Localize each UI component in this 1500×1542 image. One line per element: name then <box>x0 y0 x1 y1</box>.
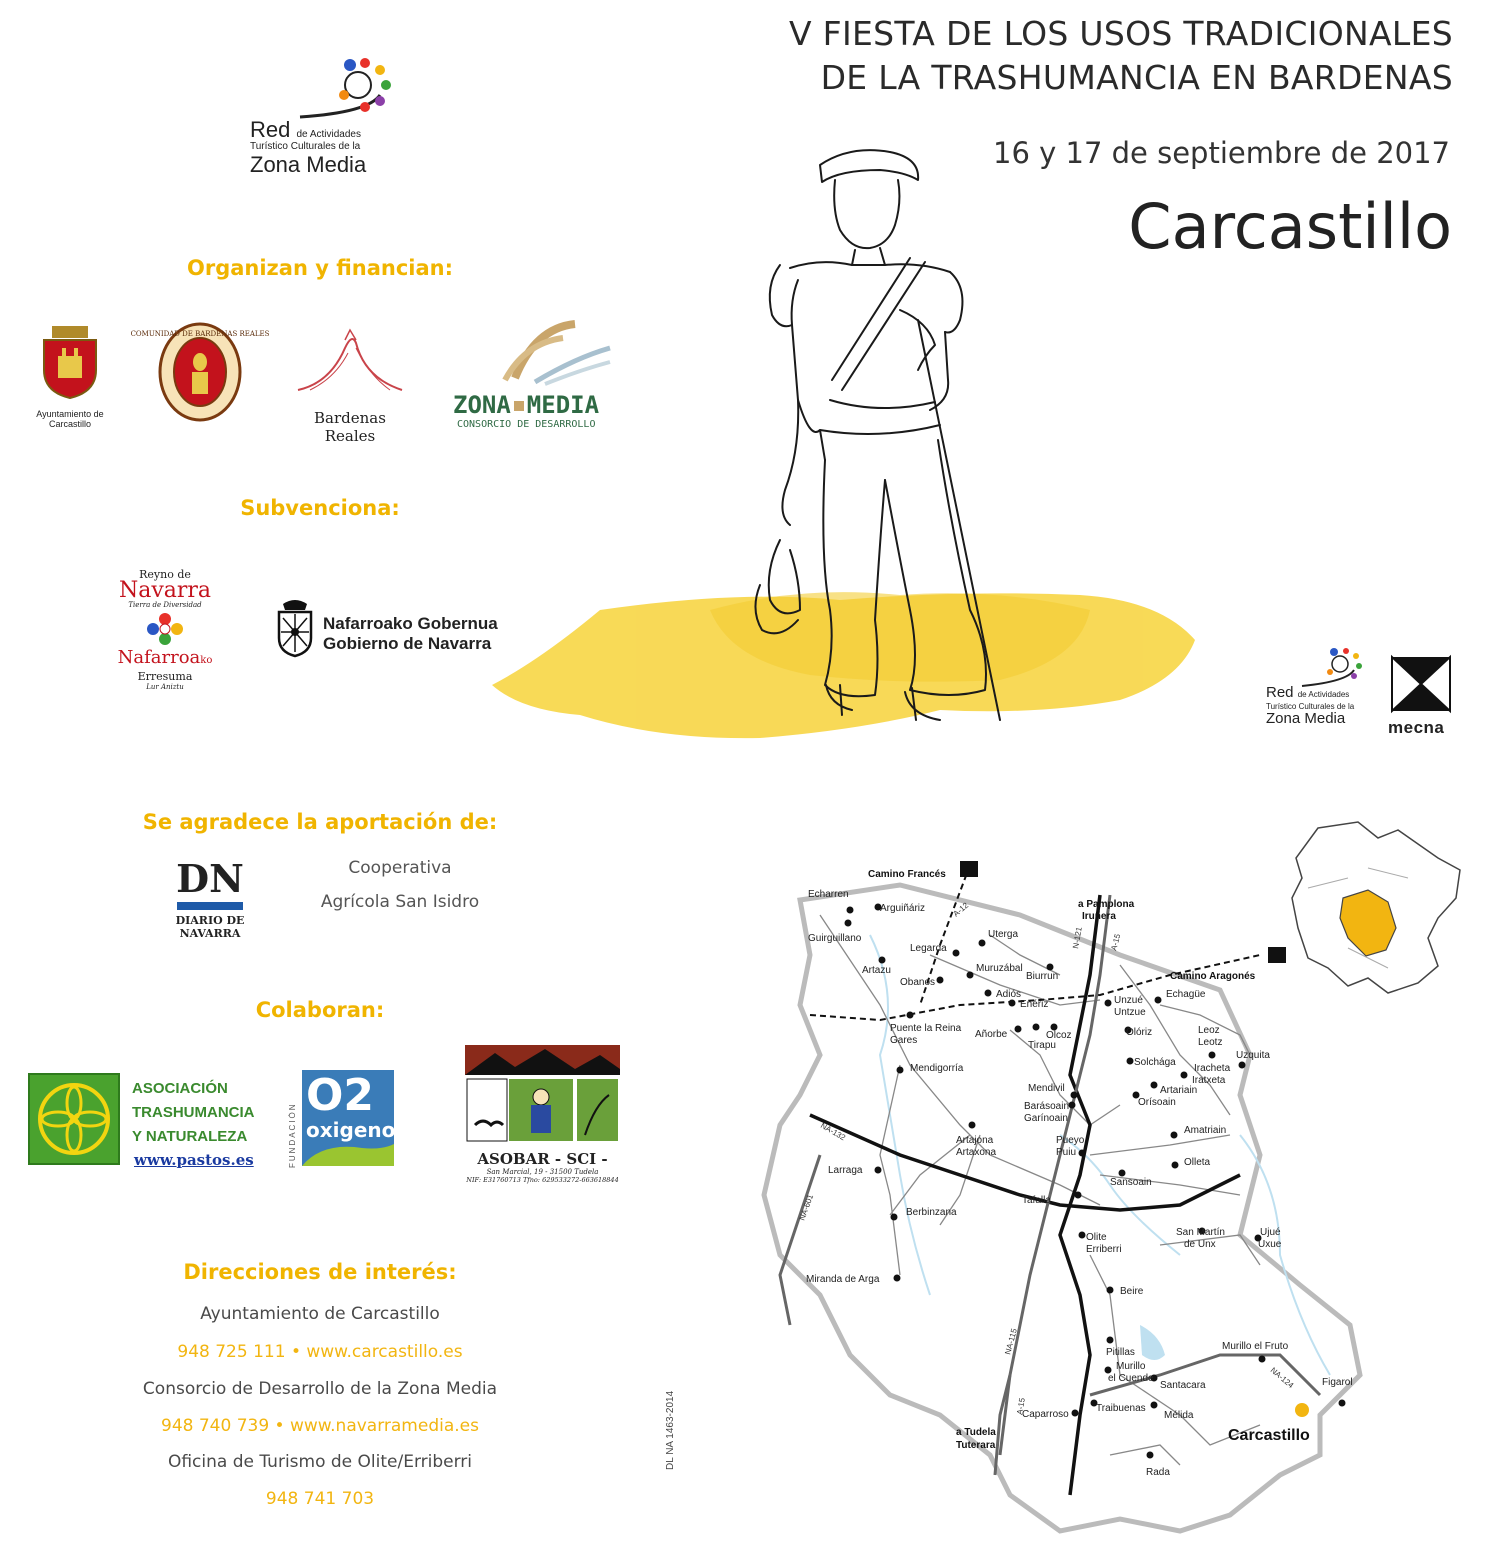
logo-fundacion-oxigeno <box>288 1070 396 1170</box>
asobar-scene-icon <box>465 1045 620 1145</box>
carcastillo-marker <box>1295 1403 1309 1417</box>
deposito-legal: DL NA 1463-2014 <box>665 1390 676 1470</box>
section-direcciones: Direcciones de interés: <box>183 1260 457 1284</box>
town-56: Caparroso <box>1022 1409 1069 1420</box>
town-48: Miranda de Arga <box>806 1274 880 1285</box>
erresuma: Erresuma <box>137 670 193 683</box>
town-53: el Cuende <box>1108 1373 1154 1384</box>
reyno-de: Reyno de <box>139 568 191 581</box>
dir-oficina-turismo: Oficina de Turismo de Olite/Erriberri <box>167 1452 473 1472</box>
town-42: San Martín <box>1176 1227 1225 1238</box>
town-17: Tirapu <box>1028 1040 1056 1051</box>
logo-asobar <box>465 1045 620 1193</box>
town-39: Larraga <box>828 1165 863 1176</box>
town-27: Artariain <box>1160 1085 1198 1096</box>
road-n121-north: N-121 <box>1071 926 1084 950</box>
label-tudela-2: Tuterara <box>956 1440 996 1451</box>
town-0: Echarren <box>808 889 849 900</box>
oxigeno-o2: O2 <box>306 1070 375 1121</box>
town-15: Gares <box>890 1035 918 1046</box>
dir-consorcio: Consorcio de Desarrollo de la Zona Media <box>142 1379 498 1399</box>
coat-of-arms-icon <box>20 320 120 400</box>
dn-letters: DN <box>176 856 244 901</box>
road-na601: NA-601 <box>797 1193 816 1222</box>
town-43: de Unx <box>1184 1239 1216 1250</box>
town-11: Unzué <box>1114 995 1143 1006</box>
asociacion-flower-icon <box>30 1075 118 1163</box>
logo-bardenas-reales <box>290 328 410 445</box>
town-6: Muruzábal <box>976 963 1023 974</box>
town-35: Pueyo <box>1056 1135 1085 1146</box>
bardenas-mountain-icon <box>290 328 410 398</box>
road-a12: A-12 <box>951 900 971 919</box>
gobierno-es: Gobierno de Navarra <box>323 634 492 653</box>
reyno-diversidad: Tierra de Diversidad <box>128 601 202 609</box>
zona-media-title: ZONA MEDIA <box>453 391 600 419</box>
red-logo-zona-media: Zona Media <box>250 152 367 177</box>
shepherd-illustration <box>480 140 1200 760</box>
asociacion-green-square <box>28 1073 120 1165</box>
town-26: Iratxeta <box>1192 1075 1226 1086</box>
road-a15-north: A-15 <box>1109 932 1123 952</box>
ayto-caption-2: Carcastillo <box>48 419 91 429</box>
mecna-x-icon <box>1388 655 1454 713</box>
label-pamplona-1: a Pamplona <box>1078 899 1135 910</box>
town-23: Mendigorría <box>910 1063 964 1074</box>
asociacion-website-link[interactable]: www.pastos.es <box>134 1151 254 1169</box>
logo-reyno-navarra <box>110 568 220 698</box>
fundacion-vertical: FUNDACIÓN <box>288 1102 297 1168</box>
section-colaboran: Colaboran: <box>255 998 385 1022</box>
asobar-name: ASOBAR - SCI - <box>477 1150 608 1168</box>
mecna-text: mecna <box>1388 718 1445 737</box>
town-31: Garínoain <box>1024 1113 1068 1124</box>
label-tudela-1: a Tudela <box>956 1427 996 1438</box>
oxigeno-green-wave-icon <box>302 1142 394 1166</box>
comunidad-text: COMUNIDAD DE BARDENAS REALES <box>130 330 270 338</box>
logo-mecna <box>1388 655 1454 735</box>
town-1: Arguiñáriz <box>880 903 926 914</box>
town-20: Leoz <box>1198 1025 1220 1036</box>
town-2: Guirguillano <box>808 933 862 944</box>
town-52: Murillo <box>1116 1361 1146 1372</box>
logo-ayuntamiento-carcastillo <box>20 320 120 430</box>
town-21: Leotz <box>1198 1037 1223 1048</box>
logo-diario-navarra <box>175 858 245 953</box>
road-a15-south: A-15 <box>1015 1397 1027 1416</box>
section-subvenciona: Subvenciona: <box>240 496 400 520</box>
red-logo-turistico: Turístico Culturales de la <box>250 141 361 152</box>
town-36: Puiu <box>1056 1147 1077 1158</box>
yellow-watercolor-wash <box>492 592 1195 738</box>
label-camino-frances: Camino Francés <box>868 869 946 880</box>
nafarroa: Nafarroako <box>117 647 213 668</box>
section-organizan: Organizan y financian: <box>186 256 454 280</box>
red-logo-red: Red de Actividades <box>250 117 361 142</box>
dn-caption: DIARIO DE NAVARRA <box>175 914 245 940</box>
town-47: Erriberri <box>1086 1244 1122 1255</box>
navarra-flower-icon <box>145 611 185 647</box>
comunidad-bardenas-seal-icon <box>130 322 270 432</box>
reyno-navarra: Navarra <box>118 578 212 603</box>
town-28: Orísoain <box>1138 1097 1176 1108</box>
title-line-1: V FIESTA DE LOS USOS TRADICIONALES <box>789 14 1453 53</box>
town-24: Solchága <box>1134 1057 1176 1068</box>
camino-aragones-icon <box>1268 947 1286 963</box>
town-38: Sansoain <box>1110 1177 1152 1188</box>
lur-aniztu: Lur Aniztu <box>146 683 184 691</box>
town-5: Uterga <box>988 929 1019 940</box>
town-3: Artazu <box>862 965 891 976</box>
town-46: Olite <box>1086 1232 1107 1243</box>
coop-line2: Agrícola San Isidro <box>320 892 480 912</box>
town-22: Uzquita <box>1236 1050 1270 1061</box>
event-dates: 16 y 17 de septiembre de 2017 <box>993 136 1450 170</box>
label-pamplona-2: Iruñera <box>1082 911 1116 922</box>
town-58: Mélida <box>1164 1410 1194 1421</box>
town-14: Puente la Reina <box>890 1023 962 1034</box>
red-small-red: Red de Actividades <box>1266 684 1350 701</box>
town-44: Ujué <box>1260 1227 1281 1238</box>
title-line-2: DE LA TRASHUMANCIA EN BARDENAS <box>820 58 1453 97</box>
town-4: Legarda <box>910 943 947 954</box>
zona-media-sub: CONSORCIO DE DESARROLLO <box>457 419 596 430</box>
coop-line1: Cooperativa <box>348 858 452 878</box>
red-actividades-logo-small <box>1262 646 1382 736</box>
navarra-shield-icon <box>275 596 315 658</box>
section-agradece: Se agradece la aportación de: <box>142 810 498 834</box>
red-logo-swirl-icon <box>240 55 410 125</box>
event-place: Carcastillo <box>1128 190 1452 263</box>
asobar-address: San Marcial, 19 - 31500 Tudela <box>486 1168 599 1176</box>
town-10: Enériz <box>1020 999 1049 1010</box>
red-small-turistico: Turístico Culturales de la <box>1266 702 1355 711</box>
town-40: Tafalla <box>1022 1195 1051 1206</box>
town-30: Barásoain <box>1024 1101 1070 1112</box>
label-carcastillo: Carcastillo <box>1228 1427 1310 1444</box>
label-camino-aragones: Camino Aragonés <box>1170 971 1256 982</box>
town-19: Olóriz <box>1126 1027 1153 1038</box>
red-actividades-logo <box>240 55 410 180</box>
oxigeno-blue-box <box>302 1070 394 1166</box>
town-51: Murillo el Fruto <box>1222 1341 1289 1352</box>
town-29: Mendivil <box>1028 1083 1065 1094</box>
asociacion-name: ASOCIACIÓN TRASHUMANCIA Y NATURALEZA <box>132 1080 255 1145</box>
town-16: Añorbe <box>975 1029 1008 1040</box>
red-small-zona: Zona Media <box>1266 710 1346 727</box>
town-18: Olcoz <box>1046 1030 1072 1041</box>
town-37: Olleta <box>1184 1157 1211 1168</box>
road-na132: NA-132 <box>819 1120 847 1143</box>
bardenas-caption: Bardenas Reales <box>314 409 386 445</box>
oxigeno-word: oxigeno <box>306 1118 396 1142</box>
town-57: Traibuenas <box>1096 1403 1146 1414</box>
town-25: Iracheta <box>1194 1063 1231 1074</box>
cooperativa-text <box>300 858 500 912</box>
dir-ayuntamiento: Ayuntamiento de Carcastillo <box>200 1304 440 1324</box>
dir-ayuntamiento-contact[interactable]: 948 725 111 • www.carcastillo.es <box>177 1342 463 1362</box>
town-55: Figarol <box>1322 1377 1353 1388</box>
town-50: Pitillas <box>1106 1347 1135 1358</box>
gobierno-eu: Nafarroako Gobernua <box>323 614 498 633</box>
dir-oficina-phone[interactable]: 948 741 703 <box>265 1489 375 1509</box>
town-59: Rada <box>1146 1467 1170 1478</box>
town-54: Santacara <box>1160 1380 1206 1391</box>
town-49: Beire <box>1120 1286 1144 1297</box>
dir-consorcio-contact[interactable]: 948 740 739 • www.navarramedia.es <box>161 1416 479 1436</box>
town-34: Artaxona <box>956 1147 997 1158</box>
road-na115: NA-115 <box>1003 1327 1019 1356</box>
asobar-nif: NIF: E31760713 Tfno: 629533272-663618844 <box>466 1176 619 1184</box>
town-13: Echagüe <box>1166 989 1206 1000</box>
camino-frances-icon <box>960 861 978 877</box>
dn-blue-bar <box>177 902 243 910</box>
logo-comunidad-bardenas <box>130 322 270 432</box>
town-33: Artajona <box>956 1135 994 1146</box>
zona-media-map <box>760 855 1410 1535</box>
town-12: Untzue <box>1114 1007 1146 1018</box>
town-7: Obanos <box>900 977 936 988</box>
town-32: Amatriain <box>1184 1125 1227 1136</box>
town-45: Uxue <box>1258 1239 1282 1250</box>
logo-asociacion-trashumancia <box>28 1073 278 1169</box>
town-41: Berbinzana <box>906 1207 957 1218</box>
town-8: Biurrun <box>1026 971 1059 982</box>
road-na124: NA-124 <box>1268 1365 1296 1390</box>
ayto-caption-1: Ayuntamiento de <box>36 409 104 419</box>
town-9: Adiós <box>996 989 1022 1000</box>
